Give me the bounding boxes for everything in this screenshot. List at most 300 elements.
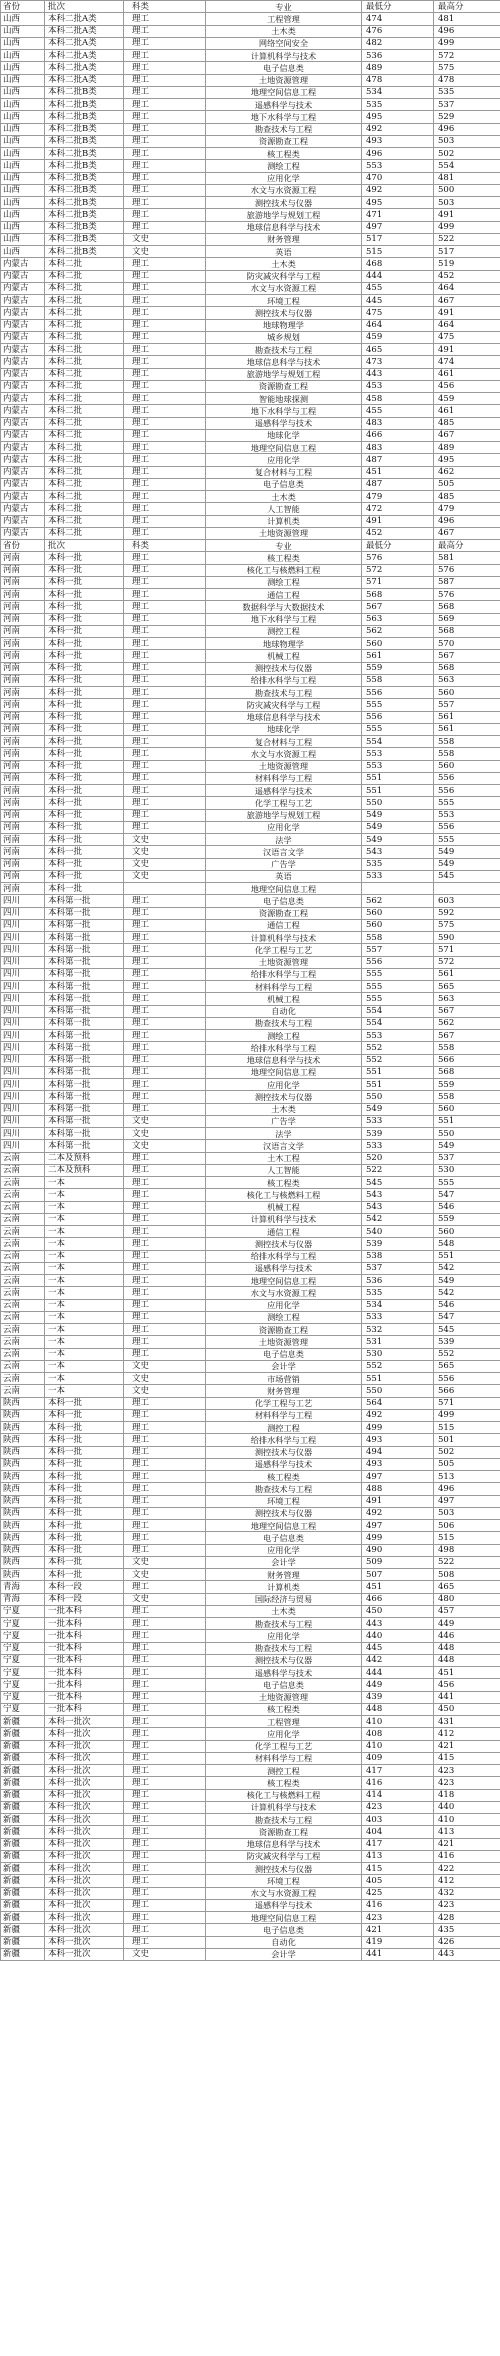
province-cell: 云南 [1, 1201, 45, 1213]
province-cell: 内蒙古 [1, 270, 45, 282]
province-cell: 四川 [1, 1115, 45, 1127]
table-row [1, 1863, 500, 1875]
province-cell: 四川 [1, 1140, 45, 1152]
category-cell: 理工 [124, 1066, 206, 1078]
max-score-cell: 480 [434, 1593, 500, 1605]
max-score-cell: 565 [434, 981, 500, 993]
major-cell: 土地资源管理 [206, 1691, 362, 1703]
major-cell: 环境工程 [206, 1495, 362, 1507]
category-cell: 理工 [124, 1691, 206, 1703]
min-score-cell: 450 [362, 1605, 434, 1617]
table-row [1, 1287, 500, 1299]
province-cell: 云南 [1, 1324, 45, 1336]
major-cell: 勘查技术与工程 [206, 1814, 362, 1826]
major-cell: 自动化 [206, 1936, 362, 1948]
province-cell: 青海 [1, 1581, 45, 1593]
province-cell: 新疆 [1, 1814, 45, 1826]
major-cell: 化学工程与工艺 [206, 797, 362, 809]
min-score-cell: 443 [362, 1618, 434, 1630]
batch-cell: 本科二批 [45, 527, 124, 539]
major-cell: 应用化学 [206, 1079, 362, 1091]
min-score-cell: 449 [362, 1679, 434, 1691]
batch-cell: 本科一批 [45, 809, 124, 821]
category-cell: 理工 [124, 1042, 206, 1054]
min-score-cell: 468 [362, 258, 434, 270]
max-score-cell: 481 [434, 172, 500, 184]
category-cell: 理工 [124, 1483, 206, 1495]
max-score-cell: 495 [434, 454, 500, 466]
max-score-cell: 517 [434, 246, 500, 258]
min-score-cell: 487 [362, 454, 434, 466]
table-row [1, 1605, 500, 1617]
province-cell: 云南 [1, 1177, 45, 1189]
province-cell: 内蒙古 [1, 503, 45, 515]
batch-cell: 本科二批B类 [45, 209, 124, 221]
batch-cell: 一本 [45, 1189, 124, 1201]
batch-cell: 本科一批 [45, 1471, 124, 1483]
category-cell: 理工 [124, 478, 206, 490]
table-row [1, 13, 500, 25]
min-score-cell: 561 [362, 650, 434, 662]
min-score-cell: 552 [362, 1054, 434, 1066]
table-row [1, 270, 500, 282]
max-score-cell: 570 [434, 638, 500, 650]
category-cell: 理工 [124, 393, 206, 405]
category-cell: 理工 [124, 1017, 206, 1029]
batch-cell: 本科第一批 [45, 1042, 124, 1054]
major-cell: 土地资源管理 [206, 527, 362, 539]
table-row [1, 821, 500, 833]
province-cell: 四川 [1, 993, 45, 1005]
batch-cell: 本科一批次 [45, 1838, 124, 1850]
table-row [1, 1752, 500, 1764]
category-cell: 理工 [124, 1262, 206, 1274]
province-cell: 云南 [1, 1152, 45, 1164]
max-score-cell: 535 [434, 86, 500, 98]
batch-cell: 本科二批A类 [45, 74, 124, 86]
header-category-cell: 科类 [124, 540, 206, 552]
batch-cell: 本科第一批 [45, 1030, 124, 1042]
min-score-cell: 550 [362, 1385, 434, 1397]
table-row [1, 99, 500, 111]
major-cell: 国际经济与贸易 [206, 1593, 362, 1605]
min-score-cell: 509 [362, 1556, 434, 1568]
province-cell: 四川 [1, 968, 45, 980]
category-cell: 理工 [124, 454, 206, 466]
major-cell: 核化工与核燃料工程 [206, 1189, 362, 1201]
min-score-cell: 522 [362, 1164, 434, 1176]
table-row [1, 344, 500, 356]
min-score-cell: 444 [362, 270, 434, 282]
major-cell: 地球物理学 [206, 319, 362, 331]
major-cell: 机械工程 [206, 1201, 362, 1213]
province-cell: 陕西 [1, 1471, 45, 1483]
province-cell: 新疆 [1, 1765, 45, 1777]
table-row [1, 1728, 500, 1740]
province-cell: 内蒙古 [1, 454, 45, 466]
batch-cell: 本科一批次 [45, 1752, 124, 1764]
batch-cell: 本科二批B类 [45, 135, 124, 147]
category-cell: 理工 [124, 1091, 206, 1103]
major-cell: 计算机科学与技术 [206, 1801, 362, 1813]
max-score-cell: 545 [434, 1324, 500, 1336]
category-cell: 理工 [124, 466, 206, 478]
min-score-cell: 493 [362, 1434, 434, 1446]
category-cell: 理工 [124, 1177, 206, 1189]
batch-cell: 本科一批次 [45, 1924, 124, 1936]
table-row [1, 1140, 500, 1152]
min-score-cell: 549 [362, 1103, 434, 1115]
major-cell: 勘查技术与工程 [206, 1483, 362, 1495]
province-cell: 山西 [1, 148, 45, 160]
min-score-cell: 443 [362, 368, 434, 380]
batch-cell: 本科二批 [45, 491, 124, 503]
major-cell: 英语 [206, 246, 362, 258]
max-score-cell: 563 [434, 674, 500, 686]
max-score-cell: 557 [434, 699, 500, 711]
batch-cell: 本科一批次 [45, 1899, 124, 1911]
min-score-cell [362, 883, 434, 895]
table-row [1, 1336, 500, 1348]
major-cell: 勘查技术与工程 [206, 1618, 362, 1630]
header-category-cell: 科类 [124, 1, 206, 13]
min-score-cell: 549 [362, 809, 434, 821]
batch-cell: 一本 [45, 1213, 124, 1225]
batch-cell: 本科二批 [45, 405, 124, 417]
max-score-cell: 456 [434, 380, 500, 392]
province-cell: 内蒙古 [1, 331, 45, 343]
province-cell: 河南 [1, 834, 45, 846]
max-score-cell: 548 [434, 1238, 500, 1250]
max-score-cell: 568 [434, 662, 500, 674]
max-score-cell: 515 [434, 1532, 500, 1544]
min-score-cell: 478 [362, 74, 434, 86]
province-cell: 河南 [1, 699, 45, 711]
major-cell: 地理空间信息工程 [206, 883, 362, 895]
table-row [1, 1703, 500, 1715]
batch-cell: 本科第一批 [45, 1091, 124, 1103]
major-cell: 遥感科学与技术 [206, 785, 362, 797]
batch-cell: 本科第一批 [45, 1115, 124, 1127]
major-cell: 地球化学 [206, 429, 362, 441]
province-cell: 云南 [1, 1311, 45, 1323]
batch-cell: 本科一批 [45, 576, 124, 588]
batch-cell: 二本及预科 [45, 1164, 124, 1176]
batch-cell: 本科二批 [45, 295, 124, 307]
major-cell: 遥感科学与技术 [206, 1458, 362, 1470]
table-row [1, 981, 500, 993]
major-cell: 地下水科学与工程 [206, 613, 362, 625]
table-row [1, 736, 500, 748]
table-row [1, 1128, 500, 1140]
max-score-cell: 549 [434, 1275, 500, 1287]
table-row [1, 797, 500, 809]
province-cell: 新疆 [1, 1728, 45, 1740]
max-score-cell: 503 [434, 1507, 500, 1519]
batch-cell: 本科第一批 [45, 968, 124, 980]
max-score-cell: 485 [434, 491, 500, 503]
major-cell: 材料科学与工程 [206, 1752, 362, 1764]
major-cell: 测绘工程 [206, 1030, 362, 1042]
max-score-cell: 575 [434, 919, 500, 931]
category-cell: 理工 [124, 1618, 206, 1630]
max-score-cell: 569 [434, 613, 500, 625]
category-cell: 理工 [124, 1213, 206, 1225]
province-cell: 河南 [1, 748, 45, 760]
table-row [1, 1446, 500, 1458]
table-row [1, 1250, 500, 1262]
min-score-cell: 442 [362, 1654, 434, 1666]
major-cell: 工程管理 [206, 13, 362, 25]
category-cell: 理工 [124, 1875, 206, 1887]
batch-cell: 本科二批B类 [45, 197, 124, 209]
batch-cell: 本科一批 [45, 674, 124, 686]
major-cell: 给排水科学与工程 [206, 1042, 362, 1054]
table-row [1, 907, 500, 919]
category-cell: 理工 [124, 1936, 206, 1948]
category-cell: 理工 [124, 760, 206, 772]
max-score-cell: 449 [434, 1618, 500, 1630]
table-row [1, 870, 500, 882]
category-cell: 理工 [124, 968, 206, 980]
min-score-cell: 560 [362, 907, 434, 919]
category-cell: 理工 [124, 809, 206, 821]
min-score-cell: 535 [362, 99, 434, 111]
province-cell: 新疆 [1, 1740, 45, 1752]
province-cell: 内蒙古 [1, 380, 45, 392]
category-cell: 理工 [124, 295, 206, 307]
min-score-cell: 539 [362, 1238, 434, 1250]
min-score-cell: 474 [362, 13, 434, 25]
category-cell: 理工 [124, 1446, 206, 1458]
category-cell: 理工 [124, 687, 206, 699]
batch-cell: 本科第一批 [45, 944, 124, 956]
batch-cell: 本科二批 [45, 307, 124, 319]
min-score-cell: 408 [362, 1728, 434, 1740]
min-score-cell: 491 [362, 1495, 434, 1507]
province-cell: 山西 [1, 160, 45, 172]
category-cell: 理工 [124, 1667, 206, 1679]
major-cell: 测控技术与仪器 [206, 662, 362, 674]
category-cell: 理工 [124, 699, 206, 711]
table-row [1, 1618, 500, 1630]
province-cell: 云南 [1, 1299, 45, 1311]
major-cell: 材料科学与工程 [206, 1409, 362, 1421]
major-cell: 电子信息类 [206, 1924, 362, 1936]
major-cell: 水文与水资源工程 [206, 184, 362, 196]
category-cell: 理工 [124, 1740, 206, 1752]
max-score-cell: 522 [434, 1556, 500, 1568]
major-cell: 汉语言文学 [206, 846, 362, 858]
table-row [1, 650, 500, 662]
header-major-cell: 专业 [206, 540, 362, 552]
major-cell: 土地资源管理 [206, 74, 362, 86]
table-row [1, 1483, 500, 1495]
table-row [1, 919, 500, 931]
batch-cell: 本科一批 [45, 613, 124, 625]
major-cell: 测控工程 [206, 1422, 362, 1434]
category-cell: 理工 [124, 135, 206, 147]
batch-cell: 本科一段 [45, 1581, 124, 1593]
major-cell: 测绘工程 [206, 576, 362, 588]
min-score-cell: 490 [362, 1544, 434, 1556]
major-cell: 复合材料与工程 [206, 466, 362, 478]
province-cell: 河南 [1, 625, 45, 637]
major-cell: 测控工程 [206, 625, 362, 637]
major-cell: 地球信息科学与技术 [206, 221, 362, 233]
province-cell: 新疆 [1, 1899, 45, 1911]
province-cell: 河南 [1, 797, 45, 809]
major-cell: 人工智能 [206, 503, 362, 515]
max-score-cell [434, 883, 500, 895]
table-row [1, 1801, 500, 1813]
province-cell: 内蒙古 [1, 344, 45, 356]
category-cell: 理工 [124, 527, 206, 539]
major-cell: 测控技术与仪器 [206, 1446, 362, 1458]
major-cell: 材料科学与工程 [206, 772, 362, 784]
max-score-cell: 571 [434, 1397, 500, 1409]
max-score-cell: 555 [434, 1177, 500, 1189]
min-score-cell: 493 [362, 1458, 434, 1470]
max-score-cell: 452 [434, 270, 500, 282]
table-row [1, 1924, 500, 1936]
category-cell: 理工 [124, 111, 206, 123]
category-cell: 理工 [124, 895, 206, 907]
major-cell: 机械工程 [206, 993, 362, 1005]
major-cell: 防灾减灾科学与工程 [206, 1850, 362, 1862]
major-cell: 资源勘查工程 [206, 1324, 362, 1336]
max-score-cell: 571 [434, 944, 500, 956]
category-cell: 理工 [124, 258, 206, 270]
table-row [1, 1373, 500, 1385]
category-cell: 理工 [124, 1250, 206, 1262]
major-cell: 遥感科学与技术 [206, 1899, 362, 1911]
province-cell: 山西 [1, 123, 45, 135]
table-row [1, 748, 500, 760]
major-cell: 核工程类 [206, 1777, 362, 1789]
batch-cell: 本科一批 [45, 662, 124, 674]
min-score-cell: 555 [362, 699, 434, 711]
major-cell: 地球物理学 [206, 638, 362, 650]
table-row [1, 1030, 500, 1042]
province-cell: 河南 [1, 613, 45, 625]
max-score-cell: 496 [434, 1483, 500, 1495]
batch-cell: 本科一批 [45, 1569, 124, 1581]
major-cell: 测控技术与仪器 [206, 1507, 362, 1519]
table-row [1, 491, 500, 503]
min-score-cell: 471 [362, 209, 434, 221]
max-score-cell: 503 [434, 197, 500, 209]
province-cell: 内蒙古 [1, 356, 45, 368]
min-score-cell: 492 [362, 184, 434, 196]
min-score-cell: 416 [362, 1777, 434, 1789]
batch-cell: 一本 [45, 1287, 124, 1299]
batch-cell: 本科第一批 [45, 907, 124, 919]
max-score-cell: 446 [434, 1630, 500, 1642]
table-row [1, 1532, 500, 1544]
province-cell: 云南 [1, 1287, 45, 1299]
table-row [1, 1569, 500, 1581]
max-score-cell: 545 [434, 870, 500, 882]
major-cell: 测绘工程 [206, 1311, 362, 1323]
table-row [1, 1103, 500, 1115]
major-cell: 智能地球探测 [206, 393, 362, 405]
province-cell: 河南 [1, 760, 45, 772]
province-cell: 新疆 [1, 1801, 45, 1813]
batch-cell: 本科一批 [45, 650, 124, 662]
category-cell: 理工 [124, 1814, 206, 1826]
batch-cell: 本科二批B类 [45, 111, 124, 123]
category-cell: 理工 [124, 1777, 206, 1789]
min-score-cell: 497 [362, 1520, 434, 1532]
province-cell: 宁夏 [1, 1679, 45, 1691]
category-cell: 文史 [124, 1360, 206, 1372]
table-row [1, 1017, 500, 1029]
max-score-cell: 519 [434, 258, 500, 270]
max-score-cell: 464 [434, 319, 500, 331]
province-cell: 四川 [1, 944, 45, 956]
category-cell: 文史 [124, 834, 206, 846]
batch-cell: 本科二批 [45, 356, 124, 368]
batch-cell: 本科一批 [45, 883, 124, 895]
category-cell: 理工 [124, 1826, 206, 1838]
province-cell: 宁夏 [1, 1605, 45, 1617]
max-score-cell: 485 [434, 417, 500, 429]
min-score-cell: 451 [362, 1581, 434, 1593]
batch-cell: 本科二批A类 [45, 37, 124, 49]
major-cell: 旅游地学与规划工程 [206, 809, 362, 821]
max-score-cell: 568 [434, 625, 500, 637]
major-cell: 城乡规划 [206, 331, 362, 343]
table-row [1, 319, 500, 331]
province-cell: 内蒙古 [1, 515, 45, 527]
province-cell: 陕西 [1, 1483, 45, 1495]
batch-cell: 本科二批 [45, 454, 124, 466]
province-cell: 河南 [1, 589, 45, 601]
major-cell: 环境工程 [206, 295, 362, 307]
max-score-cell: 560 [434, 760, 500, 772]
min-score-cell: 533 [362, 1311, 434, 1323]
batch-cell: 本科一批次 [45, 1740, 124, 1752]
min-score-cell: 554 [362, 1017, 434, 1029]
category-cell: 理工 [124, 1287, 206, 1299]
table-row [1, 1042, 500, 1054]
major-cell: 电子信息类 [206, 1532, 362, 1544]
table-row [1, 331, 500, 343]
min-score-cell: 554 [362, 1005, 434, 1017]
province-cell: 山西 [1, 197, 45, 209]
category-cell: 文史 [124, 1385, 206, 1397]
max-score-cell: 515 [434, 1422, 500, 1434]
min-score-cell: 491 [362, 515, 434, 527]
max-score-cell: 462 [434, 466, 500, 478]
min-score-cell: 552 [362, 1360, 434, 1372]
major-cell: 勘查技术与工程 [206, 1642, 362, 1654]
max-score-cell: 440 [434, 1801, 500, 1813]
max-score-cell: 491 [434, 344, 500, 356]
max-score-cell: 555 [434, 797, 500, 809]
province-cell: 内蒙古 [1, 258, 45, 270]
category-cell: 理工 [124, 172, 206, 184]
batch-cell: 本科二批 [45, 442, 124, 454]
major-cell: 环境工程 [206, 1875, 362, 1887]
category-cell: 理工 [124, 331, 206, 343]
max-score-cell: 561 [434, 711, 500, 723]
table-row [1, 1115, 500, 1127]
category-cell: 理工 [124, 417, 206, 429]
table-row [1, 956, 500, 968]
major-cell: 计算机科学与技术 [206, 932, 362, 944]
